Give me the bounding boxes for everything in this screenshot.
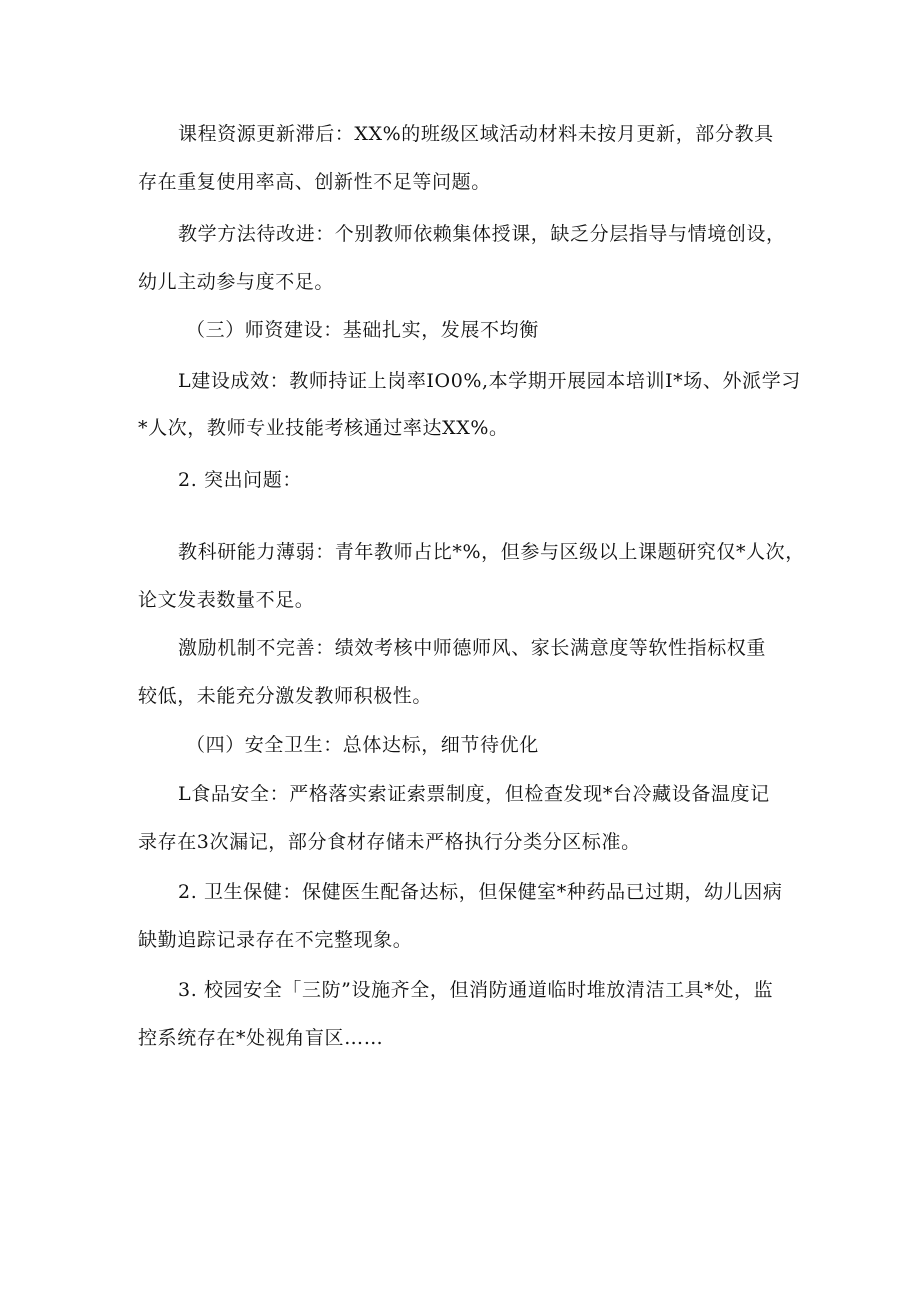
paragraph-line: 3. 校园安全「三防”设施齐全，但消防通道临时堆放清洁工具*处，监	[178, 979, 774, 1001]
paragraph-line: 缺勤追踪记录存在不完整现象。	[138, 929, 413, 951]
paragraph-line: 存在重复使用率高、创新性不足等问题。	[138, 171, 491, 193]
paragraph-line: 录存在3次漏记，部分食材存储未严格执行分类分区标准。	[138, 831, 641, 853]
paragraph-line: 教科研能力薄弱：青年教师占比*%，但参与区级以上课题研究仅*人次，	[178, 541, 805, 563]
section-heading: （四）安全卫生：总体达标，细节待优化	[186, 734, 539, 756]
paragraph-line: 课程资源更新滞后：XX%的班级区域活动材料未按月更新，部分教具	[178, 123, 774, 145]
paragraph-line: 2. 卫生保健：保健医生配备达标，但保健室*种药品已过期，幼儿因病	[178, 881, 783, 903]
list-item-heading: 2. 突出问题：	[178, 469, 302, 491]
paragraph-line: 较低，未能充分激发教师积极性。	[138, 685, 433, 707]
paragraph-line: L建设成效：教师持证上岗率IO0%,本学期开展园本培训I*场、外派学习	[178, 370, 801, 392]
paragraph-line: 控系统存在*处视角盲区……	[138, 1027, 384, 1049]
paragraph-line: 激励机制不完善：绩效考核中师德师风、家长满意度等软性指标权重	[178, 637, 767, 659]
paragraph-line: L食品安全：严格落实索证索票制度，但检查发现*台冷藏设备温度记	[178, 783, 770, 805]
section-heading: （三）师资建设：基础扎实，发展不均衡	[186, 319, 539, 341]
paragraph-line: *人次，教师专业技能考核通过率达XX%。	[138, 417, 509, 439]
paragraph-line: 幼儿主动参与度不足。	[138, 271, 335, 293]
paragraph-line: 论文发表数量不足。	[138, 589, 315, 611]
paragraph-line: 教学方法待改进：个别教师依赖集体授课，缺乏分层指导与情境创设，	[178, 223, 786, 245]
